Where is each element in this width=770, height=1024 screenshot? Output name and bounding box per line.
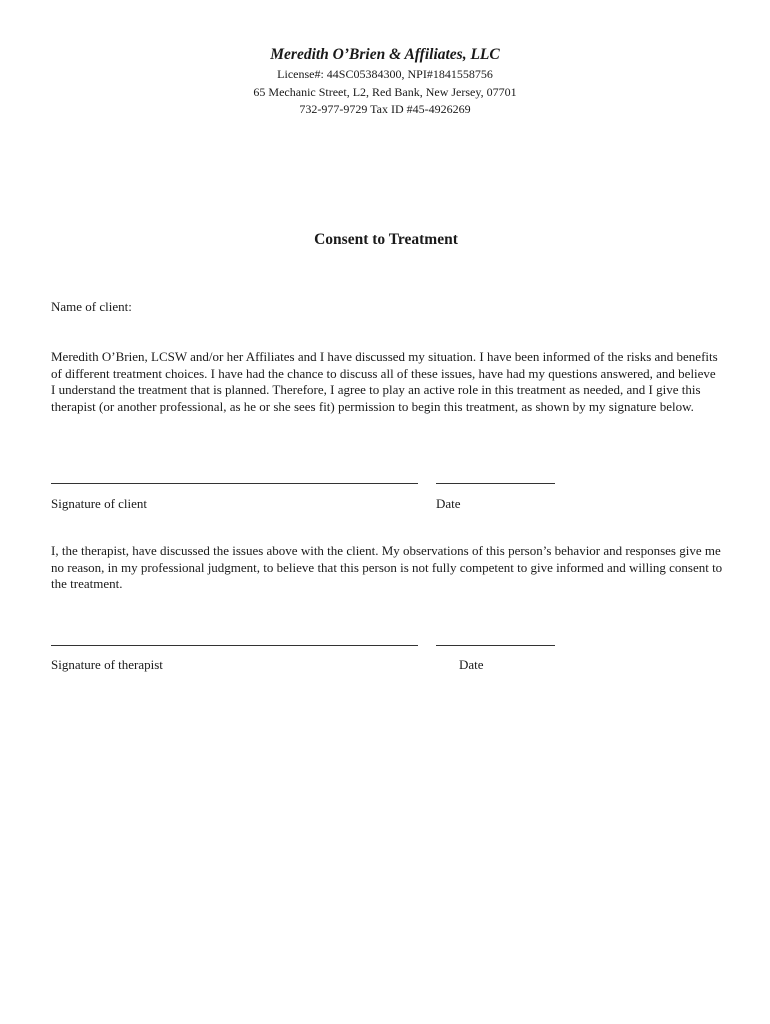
firm-name: Meredith O’Brien & Affiliates, LLC [270,46,500,63]
address-line: 65 Mechanic Street, L2, Red Bank, New Jersey, 07701 [253,84,517,99]
client-signature-label: Signature of client [51,496,148,511]
contact-line: 732-977-9729 Tax ID #45-4926269 [299,102,471,116]
document-title: Consent to Treatment [314,231,458,248]
client-date-label: Date [436,496,461,511]
consent-paragraph: Meredith O’Brien, LCSW and/or her Affiliates and I have discussed my situation. I have been informed of the risks and benefits of different treatment choices. I have had the chance to discuss all of these issues, have had my questions answered, and believe I understand the treatment that is planned. Therefore, I agree to play an active role in this treatment as needed, and I give this therapist (or another professional, as he or she sees fit) permission to begin this treatment, as shown by my signature below. [51,349,718,414]
client-signature-line[interactable] [51,483,418,484]
therapist-signature-line[interactable] [51,645,418,646]
therapist-signature-label: Signature of therapist [51,657,163,672]
letterhead [0,44,770,119]
therapist-date-line[interactable] [436,645,555,646]
client-date-line[interactable] [436,483,555,484]
license-line: License#: 44SC05384300, NPI#1841558756 [277,67,493,81]
client-name-label: Name of client: [51,299,132,314]
therapist-date-label: Date [459,657,484,672]
therapist-paragraph: I, the therapist, have discussed the issues above with the client. My observations of this person’s behavior and responses give me no reason, in my professional judgment, to believe that this person is not fully competent to give informed and willing consent to the treatment. [51,543,723,591]
